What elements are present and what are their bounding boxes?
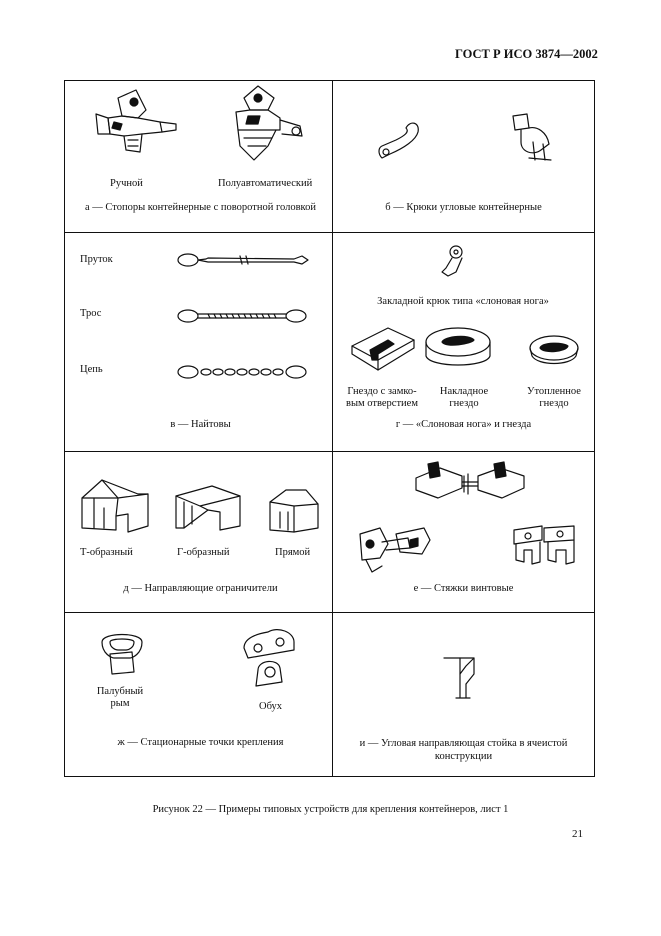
elephant-foot-hook-drawing	[438, 244, 468, 284]
lashing-rod-drawing	[174, 250, 314, 270]
socket-with-lock-drawing	[348, 322, 418, 374]
elephant-foot-label: Закладной крюк типа «слоновая нога»	[377, 296, 549, 307]
t-shaped-guide-drawing	[78, 474, 154, 536]
caption-e: е — Стяжки винтовые	[413, 583, 514, 594]
caption-a: а — Стопоры контейнерные с поворотной головкой	[85, 202, 316, 213]
wire-label: Трос	[80, 308, 102, 319]
figure-caption: Рисунок 22 — Примеры типовых устройств для крепления контейнеров, лист 1	[152, 804, 509, 815]
caption-v: в — Найтовы	[170, 419, 231, 430]
manual-twistlock-drawing	[88, 88, 183, 158]
lashing-chain-drawing	[174, 362, 314, 382]
caption-i: и — Угловая направляющая стойка в ячеистой конструкции	[359, 738, 568, 762]
corner-hook-2-drawing	[505, 110, 563, 170]
cell-guide-drawing	[440, 654, 480, 704]
padeye-drawing	[238, 624, 302, 690]
surface-socket-label: Накладное гнездо	[439, 386, 489, 409]
lashing-wire-drawing	[174, 306, 314, 326]
page-number: 21	[572, 828, 583, 840]
rod-label: Пруток	[80, 254, 113, 265]
recessed-socket-drawing	[526, 332, 584, 376]
semiautomatic-twistlock-label: Полуавтоматический	[218, 178, 313, 189]
semiautomatic-twistlock-drawing	[218, 84, 313, 164]
caption-g: г — «Слоновая нога» и гнезда	[395, 419, 532, 430]
caption-zh: ж — Стационарные точки крепления	[117, 737, 284, 748]
chain-label: Цепь	[80, 364, 103, 375]
padeye-label: Обух	[259, 701, 283, 712]
table-row-divider	[65, 232, 594, 233]
surface-socket-drawing	[422, 322, 496, 374]
caption-d: д — Направляющие ограничители	[123, 583, 278, 594]
manual-twistlock-label: Ручной	[110, 178, 143, 189]
deck-ring-drawing	[96, 628, 148, 676]
caption-b: б — Крюки угловые контейнерные	[385, 202, 542, 213]
turnbuckle-drawing	[352, 520, 436, 576]
t-shaped-label: Т-образный	[80, 547, 133, 558]
deck-ring-label: Палубный рым	[96, 686, 144, 709]
corner-hook-1-drawing	[376, 118, 426, 166]
table-row-divider	[65, 612, 594, 613]
straight-label: Прямой	[275, 547, 311, 558]
socket-with-lock-label: Гнездо с замко- вым отверстием	[346, 386, 418, 409]
l-shaped-label: Г-образный	[177, 547, 230, 558]
recessed-socket-label: Утопленное гнездо	[527, 386, 581, 409]
bridge-fitting-drawing	[410, 458, 530, 502]
bridge-clamp-drawing	[508, 520, 582, 570]
document-header: ГОСТ Р ИСО 3874—2002	[455, 47, 598, 61]
table-row-divider	[65, 451, 594, 452]
straight-guide-drawing	[266, 488, 322, 534]
l-shaped-guide-drawing	[172, 484, 244, 536]
